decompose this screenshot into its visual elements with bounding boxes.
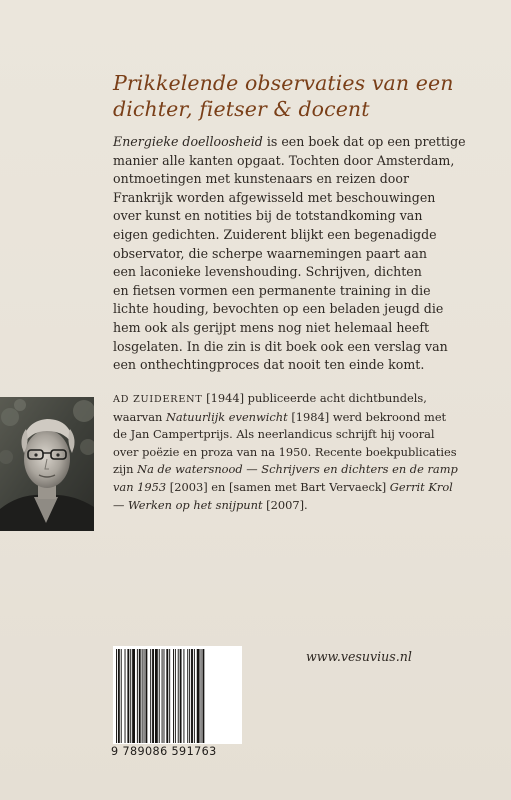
blurb-line: ontmoetingen met kunstenaars en reizen door <box>113 171 409 187</box>
barcode-bar <box>142 649 143 743</box>
barcode-bar <box>180 649 182 743</box>
barcode-bar <box>132 649 135 743</box>
barcode-bar <box>125 649 126 743</box>
blurb-line: en fietsen vormen een permanente training in die <box>113 282 431 298</box>
blurb-line: observator, die scherpe waarnemingen paart aan <box>113 245 428 261</box>
barcode-bar <box>121 649 122 743</box>
blurb-line: Energieke doelloosheid is een boek dat op een prettige <box>113 134 466 149</box>
bio-line: — Werken op het snijpunt [2007]. <box>113 497 308 512</box>
barcode-bar <box>189 649 190 743</box>
barcode-bar <box>166 649 168 743</box>
barcode-bar <box>183 649 184 743</box>
barcode-bar <box>150 649 151 743</box>
barcode-bar <box>187 649 188 743</box>
barcode-bar <box>197 649 200 743</box>
barcode-bar <box>145 649 147 743</box>
barcode-bar <box>118 649 120 743</box>
author-bio <box>113 390 483 514</box>
blurb-line: een laconieke levenshouding. Schrijven, dichten <box>113 264 422 280</box>
author-name: AD ZUIDERENT <box>113 394 203 405</box>
barcode-bar <box>144 649 145 743</box>
barcode-bar <box>116 649 117 743</box>
tagline <box>113 70 473 122</box>
barcode-bar <box>178 649 179 743</box>
bio-line: zijn Na de watersnood — Schrijvers en dichters en de ramp <box>113 462 458 477</box>
barcode-bar <box>155 649 158 743</box>
barcode-bar <box>175 649 176 743</box>
barcode-bar <box>162 649 163 743</box>
blurb-line: Frankrijk worden afgewisseld met beschouwingen <box>113 189 436 205</box>
barcode-bar <box>201 649 202 743</box>
blurb-line: lichte houding, bevochten op een beladen jeugd die <box>113 301 444 317</box>
blurb-line: hem ook als gerijpt mens nog niet helemaal heeft <box>113 319 430 335</box>
bio-line: waarvan Natuurlijk evenwicht [1984] werd bekroond met <box>113 409 447 424</box>
blurb-line: eigen gedichten. Zuiderent blijkt een begenadigde <box>113 226 437 242</box>
barcode-bar <box>159 649 160 743</box>
blurb-line: losgelaten. In die zin is dit boek ook een verslag van <box>113 338 448 354</box>
bio-line: AD ZUIDERENT [1944] publiceerde acht dichtbundels, <box>113 391 427 405</box>
barcode-bar <box>130 649 131 743</box>
barcode-bar <box>127 649 129 743</box>
barcode-bar <box>194 649 195 743</box>
barcode-bar <box>152 649 154 743</box>
barcode-bar <box>173 649 174 743</box>
tagline-line-1: Prikkelende observaties van een <box>113 71 454 95</box>
blurb-line: manier alle kanten opgaat. Tochten door Amsterdam, <box>113 152 455 168</box>
barcode-bar <box>139 649 141 743</box>
blurb-line: over kunst en notities bij de totstandkoming van <box>113 208 423 224</box>
book-title: Energieke doelloosheid <box>113 134 263 149</box>
blurb-text <box>113 133 473 375</box>
bio-line: van 1953 [2003] en [samen met Bart Vervaeck] Gerrit Krol <box>113 479 453 494</box>
author-photo <box>0 397 94 531</box>
barcode-bar <box>202 649 204 743</box>
bio-line: over poëzie en proza van na 1950. Recente boekpublicaties <box>113 444 457 459</box>
blurb-line: een onthechtingproces dat nooit ten einde komt. <box>113 357 425 373</box>
isbn-barcode <box>113 646 242 744</box>
tagline-line-2: dichter, fietser & docent <box>113 97 370 121</box>
barcode-bar <box>169 649 170 743</box>
bio-line: de Jan Campertprijs. Als neerlandicus schrijft hij vooral <box>113 427 435 442</box>
publisher-website: www.vesuvius.nl <box>306 649 412 664</box>
isbn-digits: 9 789086 591763 <box>111 745 217 758</box>
barcode-bar <box>191 649 193 743</box>
barcode-bar <box>137 649 138 743</box>
barcode-bar <box>164 649 165 743</box>
